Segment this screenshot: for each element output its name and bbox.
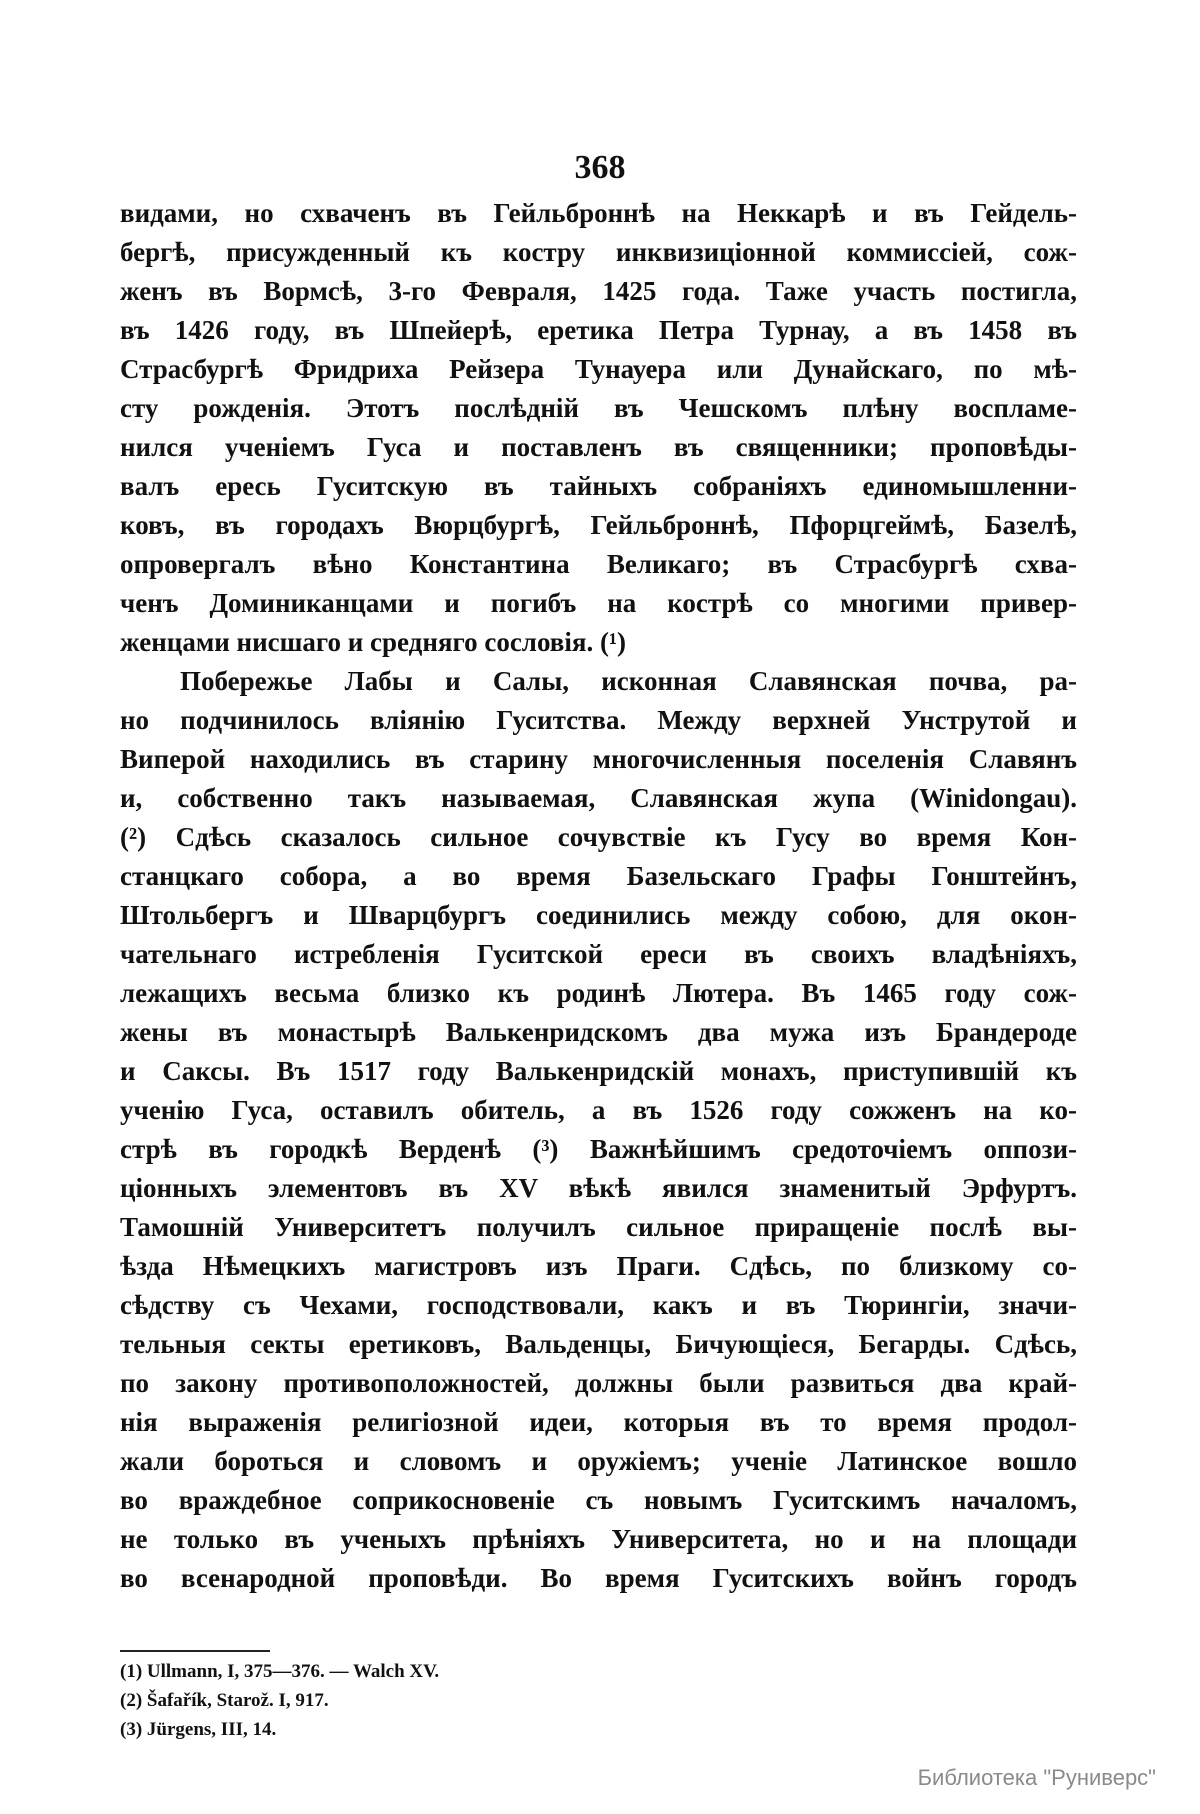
text-line: Тамошній Университетъ получилъ сильное приращеніе послѣ вы- bbox=[120, 1212, 1077, 1242]
text-line: жены въ монастырѣ Валькенридскомъ два мужа изъ Брандероде bbox=[120, 1017, 1077, 1047]
text-line: видами, но схваченъ въ Гейльброннѣ на Неккарѣ и въ Гейдель- bbox=[120, 198, 1077, 228]
text-line: ковъ, въ городахъ Вюрцбургѣ, Гейльброннѣ, Пфорцгеймѣ, Базелѣ, bbox=[120, 510, 1077, 540]
body-text bbox=[120, 194, 1077, 1598]
text-line: сту рожденія. Этотъ послѣдній въ Чешскомъ плѣну воспламе- bbox=[120, 393, 1077, 423]
text-line: не только въ ученыхъ прѣніяхъ Университета, но и на площади bbox=[120, 1524, 1077, 1554]
text-line: ѣзда Нѣмецкихъ магистровъ изъ Праги. Сдѣсь, по близкому со- bbox=[120, 1251, 1077, 1281]
text-line: (²) Сдѣсь сказалось сильное сочувствіе къ Гусу во время Кон- bbox=[120, 822, 1077, 852]
footnotes bbox=[120, 1657, 720, 1744]
text-line: и Саксы. Въ 1517 году Валькенридскій монахъ, приступившій къ bbox=[120, 1056, 1077, 1086]
text-line: во всенародной проповѣди. Во время Гуситскихъ войнъ городъ bbox=[120, 1563, 1077, 1593]
text-line: во враждебное соприкосновеніе съ новымъ Гуситскимъ началомъ, bbox=[120, 1485, 1077, 1515]
text-line: женъ въ Вормсѣ, 3-го Февраля, 1425 года. Таже участь постигла, bbox=[120, 276, 1077, 306]
text-line: стрѣ въ городкѣ Верденѣ (³) Важнѣйшимъ средоточіемъ оппози- bbox=[120, 1134, 1077, 1164]
text-line: но подчинилось вліянію Гуситства. Между верхней Унструтой и bbox=[120, 705, 1077, 735]
text-line: сѣдству съ Чехами, господствовали, какъ и въ Тюрингіи, значи- bbox=[120, 1290, 1077, 1320]
text-line: Страсбургѣ Фридриха Рейзера Тунауера или Дунайскаго, по мѣ- bbox=[120, 354, 1077, 384]
text-line: нился ученіемъ Гуса и поставленъ въ священники; проповѣды- bbox=[120, 432, 1077, 462]
text-line: женцами нисшаго и средняго сословія. (¹) bbox=[120, 627, 627, 657]
text-line: чательнаго истребленія Гуситской ереси въ своихъ владѣніяхъ, bbox=[120, 939, 1077, 969]
footnote: (3) Jürgens, III, 14. bbox=[120, 1719, 277, 1740]
text-line: лежащихъ весьма близко къ родинѣ Лютера. Въ 1465 году сож- bbox=[120, 978, 1077, 1008]
text-line: валъ ересь Гуситскую въ тайныхъ собраніяхъ единомышленни- bbox=[120, 471, 1077, 501]
text-line: Виперой находились въ старину многочисленныя поселенія Славянъ bbox=[120, 744, 1077, 774]
footnote: (2) Šafařík, Starož. I, 917. bbox=[120, 1690, 329, 1711]
text-line: Штольбергъ и Шварцбургъ соединились между собою, для окон- bbox=[120, 900, 1077, 930]
text-line: бергѣ, присужденный къ костру инквизиціонной коммиссіей, сож- bbox=[120, 237, 1077, 267]
text-line: ученію Гуса, оставилъ обитель, а въ 1526 году сожженъ на ко- bbox=[120, 1095, 1077, 1125]
text-line: опровергалъ вѣно Константина Великаго; въ Страсбургѣ схва- bbox=[120, 549, 1077, 579]
text-line: ціонныхъ элементовъ въ XV вѣкѣ явился знаменитый Эрфуртъ. bbox=[120, 1173, 1077, 1203]
footnote: (1) Ullmann, I, 375—376. — Walch XV. bbox=[120, 1661, 440, 1682]
text-line: нія выраженія религіозной идеи, которыя въ то время продол- bbox=[120, 1407, 1077, 1437]
text-line: и, собственно такъ называемая, Славянская жупа (Winidongau). bbox=[120, 783, 1077, 813]
text-line: ченъ Доминиканцами и погибъ на кострѣ со многими привер- bbox=[120, 588, 1077, 618]
text-line: по закону противоположностей, должны были развиться два край- bbox=[120, 1368, 1077, 1398]
text-line: станцкаго собора, а во время Базельскаго Графы Гонштейнъ, bbox=[120, 861, 1077, 891]
text-line: тельныя секты еретиковъ, Вальденцы, Бичующіеся, Бегарды. Сдѣсь, bbox=[120, 1329, 1077, 1359]
library-watermark: Библиотека "Руниверс" bbox=[917, 1765, 1156, 1790]
text-line: въ 1426 году, въ Шпейерѣ, еретика Петра Турнау, а въ 1458 въ bbox=[120, 315, 1077, 345]
page-number: 368 bbox=[574, 149, 626, 186]
footnote-divider bbox=[120, 1650, 270, 1652]
paragraph-start-line: Побережье Лабы и Салы, исконная Славянская почва, ра- bbox=[180, 666, 1077, 696]
text-line: жали бороться и словомъ и оружіемъ; ученіе Латинское вошло bbox=[120, 1446, 1077, 1476]
